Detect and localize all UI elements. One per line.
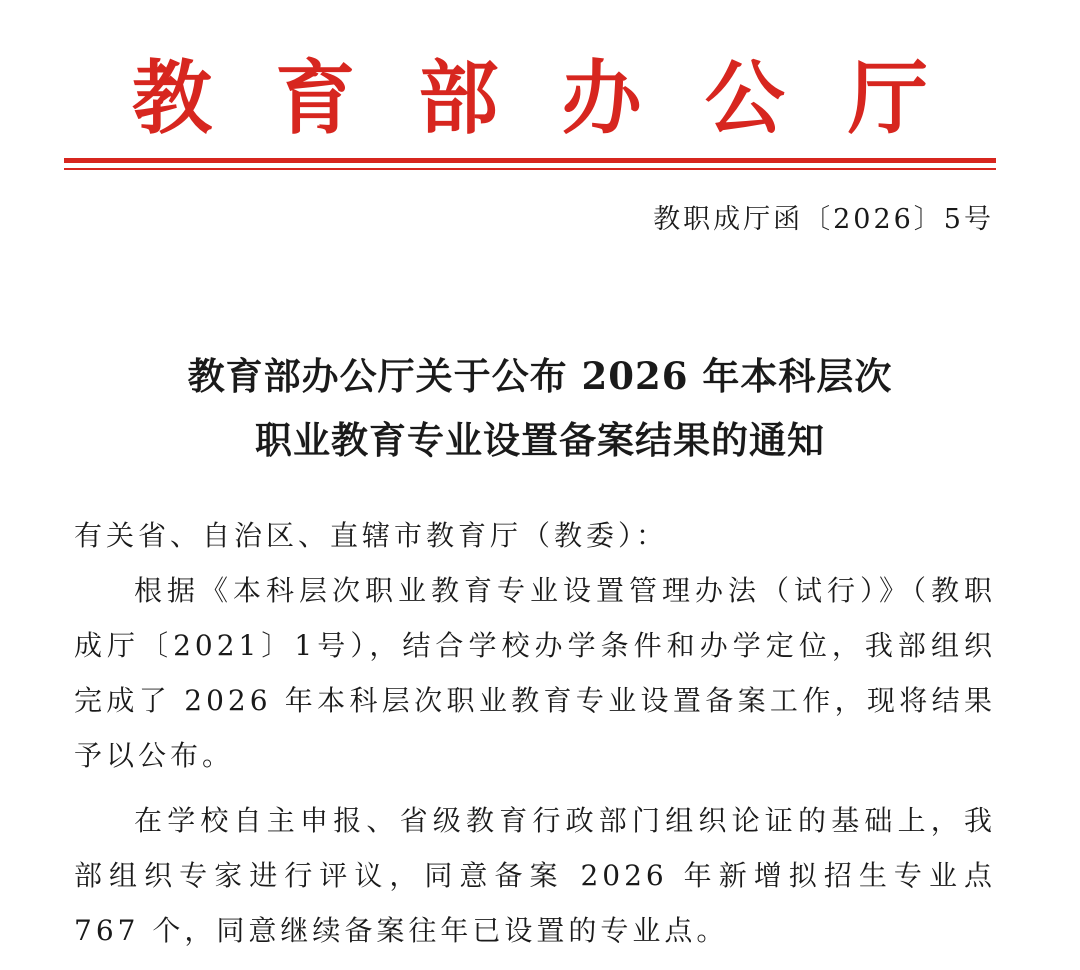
document-title-line-2: 职业教育专业设置备案结果的通知 xyxy=(255,418,825,462)
masthead-character: 厅 xyxy=(847,51,928,145)
masthead-character: 部 xyxy=(418,51,499,145)
addressee: 有关省、自治区、直辖市教育厅（教委）： xyxy=(74,519,669,552)
masthead-character: 育 xyxy=(275,51,356,145)
masthead-character: 教 xyxy=(132,51,212,145)
masthead-divider-thin xyxy=(64,168,996,170)
masthead-character: 公 xyxy=(704,51,785,145)
document-title xyxy=(60,344,1020,472)
body-paragraph-1: 根据《本科层次职业教育专业设置管理办法（试行）》（教职成厅〔2021〕1号），结合学校办学条件和办学定位，我部组织完成了 2026 年本科层次职业教育专业设置备案工作，现将结果予以公布。 xyxy=(74,574,996,772)
masthead-divider-thick xyxy=(64,158,996,163)
document-title-line-1: 教育部办公厅关于公布 2026 年本科层次 xyxy=(187,354,893,398)
document-number: 教职成厅函〔2026〕5号 xyxy=(653,204,994,235)
masthead-character: 办 xyxy=(561,51,642,145)
body-paragraph-2: 在学校自主申报、省级教育行政部门组织论证的基础上，我部组织专家进行评议，同意备案 2026 年新增拟招生专业点 767 个，同意继续备案往年已设置的专业点。 xyxy=(74,804,996,947)
masthead xyxy=(60,48,1000,148)
document-body xyxy=(74,508,996,958)
